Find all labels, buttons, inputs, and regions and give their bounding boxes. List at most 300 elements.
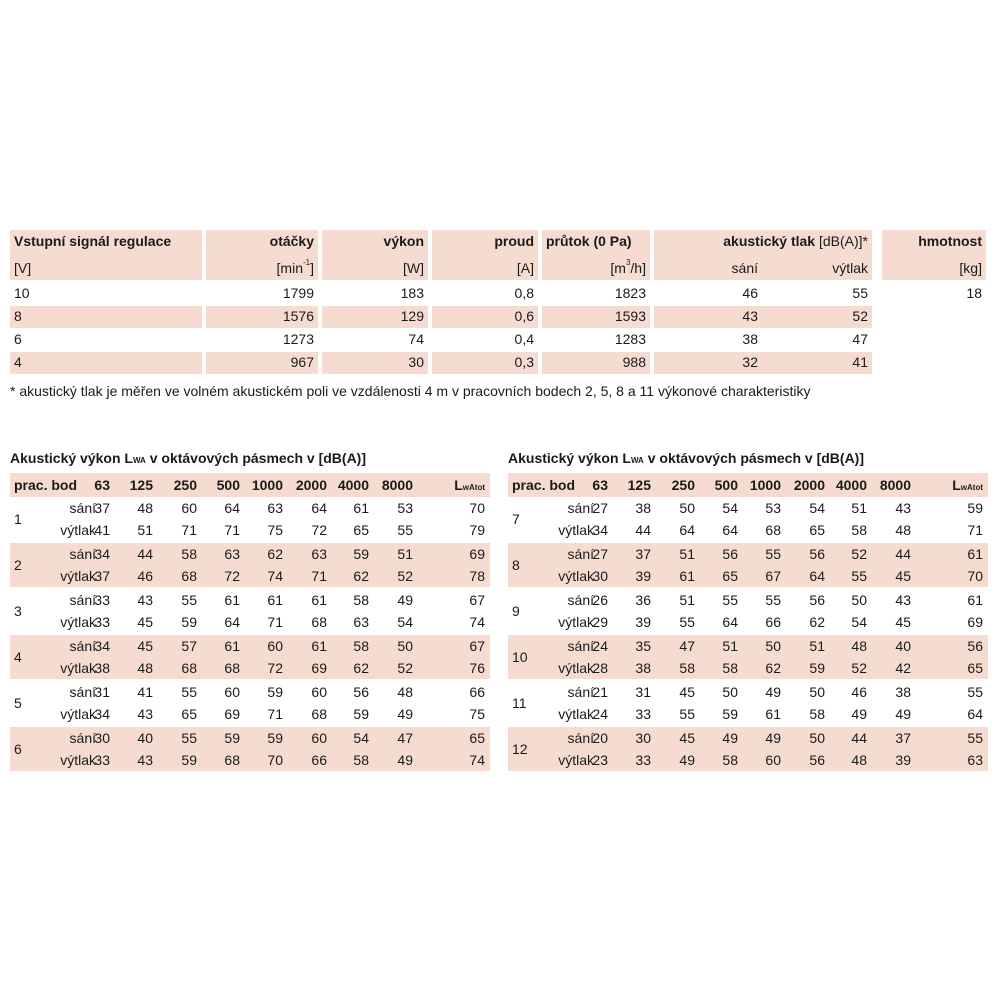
octave-title: Akustický výkon LWA v oktávových pásmech v [dB(A)] — [508, 450, 864, 466]
value-cell: 30 — [592, 568, 608, 584]
point-number: 1 — [14, 511, 22, 527]
value-cell: 30 — [94, 730, 110, 746]
value-cell: 29 — [592, 614, 608, 630]
value-cell: 64 — [722, 614, 738, 630]
value-cell: 65 — [722, 568, 738, 584]
value-cell: 58 — [353, 592, 369, 608]
value-cell: 61 — [311, 592, 327, 608]
value-cell: 37 — [94, 568, 110, 584]
value-cell: 74 — [469, 614, 485, 630]
row-label: sání — [69, 730, 96, 746]
unit-suction: sání — [731, 260, 758, 276]
value-cell: 66 — [311, 752, 327, 768]
value-cell: 58 — [679, 660, 695, 676]
header-band-500: 500 — [714, 477, 738, 493]
value-cell: 62 — [353, 568, 369, 584]
value-cell: 37 — [94, 500, 110, 516]
value-cell: 49 — [397, 752, 413, 768]
header-band-1000: 1000 — [251, 477, 283, 493]
cell-flow: 1283 — [614, 331, 646, 347]
value-cell: 70 — [469, 500, 485, 516]
row-label: sání — [567, 592, 594, 608]
cell-current: 0,8 — [514, 285, 534, 301]
value-cell: 45 — [895, 568, 911, 584]
value-cell: 74 — [267, 568, 283, 584]
value-cell: 63 — [267, 500, 283, 516]
cell-rpm: 1273 — [282, 331, 314, 347]
value-cell: 67 — [469, 592, 485, 608]
value-cell: 68 — [181, 568, 197, 584]
value-cell: 24 — [592, 638, 608, 654]
value-cell: 56 — [722, 546, 738, 562]
cell-flow: 1593 — [614, 308, 646, 324]
unit-mass: [kg] — [959, 260, 982, 276]
value-cell: 56 — [967, 638, 983, 654]
value-cell: 75 — [267, 522, 283, 538]
value-cell: 53 — [397, 500, 413, 516]
value-cell: 51 — [851, 500, 867, 516]
value-cell: 70 — [967, 568, 983, 584]
value-cell: 65 — [967, 660, 983, 676]
value-cell: 26 — [592, 592, 608, 608]
value-cell: 35 — [635, 638, 651, 654]
value-cell: 27 — [592, 500, 608, 516]
header-band-1000: 1000 — [749, 477, 781, 493]
cell-rpm: 967 — [290, 354, 314, 370]
value-cell: 64 — [224, 500, 240, 516]
value-cell: 59 — [722, 706, 738, 722]
value-cell: 48 — [895, 522, 911, 538]
value-cell: 34 — [94, 638, 110, 654]
row-label: výtlak — [60, 568, 96, 584]
cell-flow: 1823 — [614, 285, 646, 301]
row-label: sání — [567, 500, 594, 516]
value-cell: 55 — [765, 546, 781, 562]
header-band-250: 250 — [671, 477, 695, 493]
value-cell: 56 — [809, 752, 825, 768]
value-cell: 55 — [967, 684, 983, 700]
header-total: LwAtot — [454, 477, 485, 493]
row-label: výtlak — [60, 706, 96, 722]
value-cell: 31 — [635, 684, 651, 700]
header-point: prac. bod — [14, 477, 78, 493]
value-cell: 66 — [765, 614, 781, 630]
value-cell: 62 — [765, 660, 781, 676]
value-cell: 45 — [137, 614, 153, 630]
point-number: 11 — [512, 695, 527, 711]
value-cell: 54 — [851, 614, 867, 630]
value-cell: 61 — [311, 638, 327, 654]
value-cell: 62 — [267, 546, 283, 562]
row-label: výtlak — [558, 568, 594, 584]
value-cell: 34 — [94, 546, 110, 562]
value-cell: 59 — [267, 730, 283, 746]
row-label: výtlak — [558, 706, 594, 722]
value-cell: 28 — [592, 660, 608, 676]
value-cell: 47 — [397, 730, 413, 746]
value-cell: 59 — [224, 730, 240, 746]
value-cell: 51 — [137, 522, 153, 538]
row-label: sání — [69, 546, 96, 562]
value-cell: 61 — [967, 546, 983, 562]
unit-current: [A] — [516, 260, 534, 276]
value-cell: 69 — [224, 706, 240, 722]
value-cell: 24 — [592, 706, 608, 722]
value-cell: 43 — [137, 592, 153, 608]
value-cell: 60 — [311, 730, 327, 746]
value-cell: 50 — [722, 684, 738, 700]
value-cell: 75 — [469, 706, 485, 722]
value-cell: 44 — [895, 546, 911, 562]
value-cell: 71 — [311, 568, 327, 584]
value-cell: 44 — [635, 522, 651, 538]
value-cell: 78 — [469, 568, 485, 584]
value-cell: 68 — [224, 752, 240, 768]
value-cell: 45 — [679, 730, 695, 746]
row-label: výtlak — [558, 614, 594, 630]
point-number: 4 — [14, 649, 22, 665]
header-band-500: 500 — [216, 477, 240, 493]
value-cell: 55 — [181, 730, 197, 746]
header-rpm: otáčky — [269, 233, 314, 249]
value-cell: 46 — [137, 568, 153, 584]
value-cell: 56 — [809, 592, 825, 608]
row-label: výtlak — [60, 522, 96, 538]
value-cell: 51 — [722, 638, 738, 654]
point-number: 2 — [14, 557, 22, 573]
row-label: výtlak — [60, 752, 96, 768]
cell-current: 0,6 — [514, 308, 534, 324]
value-cell: 23 — [592, 752, 608, 768]
value-cell: 43 — [895, 592, 911, 608]
value-cell: 49 — [397, 592, 413, 608]
value-cell: 45 — [679, 684, 695, 700]
header-signal: Vstupní signál regulace — [14, 233, 172, 249]
value-cell: 57 — [181, 638, 197, 654]
value-cell: 63 — [353, 614, 369, 630]
row-label: sání — [567, 684, 594, 700]
value-cell: 30 — [635, 730, 651, 746]
value-cell: 64 — [311, 500, 327, 516]
value-cell: 62 — [353, 660, 369, 676]
value-cell: 65 — [181, 706, 197, 722]
value-cell: 37 — [635, 546, 651, 562]
header-band-8000: 8000 — [381, 477, 413, 493]
point-number: 12 — [512, 741, 528, 757]
header-power: výkon — [383, 233, 424, 249]
value-cell: 71 — [267, 706, 283, 722]
cell-rpm: 1576 — [282, 308, 314, 324]
cell-discharge: 47 — [852, 331, 868, 347]
value-cell: 60 — [267, 638, 283, 654]
value-cell: 76 — [469, 660, 485, 676]
value-cell: 38 — [94, 660, 110, 676]
header-current: proud — [494, 233, 534, 249]
value-cell: 65 — [353, 522, 369, 538]
header-band-2000: 2000 — [793, 477, 825, 493]
point-number: 6 — [14, 741, 22, 757]
value-cell: 49 — [765, 684, 781, 700]
value-cell: 27 — [592, 546, 608, 562]
value-cell: 43 — [137, 752, 153, 768]
point-number: 5 — [14, 695, 22, 711]
value-cell: 50 — [397, 638, 413, 654]
value-cell: 34 — [592, 522, 608, 538]
unit-power: [W] — [403, 260, 424, 276]
value-cell: 70 — [267, 752, 283, 768]
row-label: sání — [69, 592, 96, 608]
value-cell: 21 — [592, 684, 608, 700]
value-cell: 72 — [224, 568, 240, 584]
value-cell: 63 — [224, 546, 240, 562]
value-cell: 40 — [137, 730, 153, 746]
header-flow: průtok (0 Pa) — [546, 233, 632, 249]
value-cell: 65 — [809, 522, 825, 538]
value-cell: 55 — [851, 568, 867, 584]
value-cell: 45 — [895, 614, 911, 630]
cell-current: 0,3 — [514, 354, 534, 370]
value-cell: 71 — [267, 614, 283, 630]
value-cell: 51 — [809, 638, 825, 654]
cell-signal: 10 — [14, 285, 30, 301]
value-cell: 58 — [722, 660, 738, 676]
header-band-2000: 2000 — [295, 477, 327, 493]
value-cell: 39 — [895, 752, 911, 768]
value-cell: 58 — [809, 706, 825, 722]
header-mass: hmotnost — [918, 233, 982, 249]
value-cell: 41 — [94, 522, 110, 538]
value-cell: 63 — [967, 752, 983, 768]
value-cell: 56 — [353, 684, 369, 700]
header-total: LwAtot — [952, 477, 983, 493]
value-cell: 55 — [765, 592, 781, 608]
value-cell: 51 — [679, 592, 695, 608]
cell-rpm: 1799 — [282, 285, 314, 301]
value-cell: 66 — [469, 684, 485, 700]
value-cell: 68 — [311, 706, 327, 722]
value-cell: 39 — [635, 614, 651, 630]
value-cell: 50 — [851, 592, 867, 608]
header-point: prac. bod — [512, 477, 576, 493]
value-cell: 48 — [397, 684, 413, 700]
value-cell: 64 — [679, 522, 695, 538]
unit-discharge: výtlak — [832, 260, 868, 276]
value-cell: 55 — [397, 522, 413, 538]
value-cell: 33 — [635, 706, 651, 722]
value-cell: 72 — [311, 522, 327, 538]
value-cell: 71 — [967, 522, 983, 538]
value-cell: 71 — [181, 522, 197, 538]
value-cell: 61 — [224, 592, 240, 608]
value-cell: 49 — [679, 752, 695, 768]
value-cell: 56 — [809, 546, 825, 562]
value-cell: 64 — [722, 522, 738, 538]
value-cell: 54 — [353, 730, 369, 746]
value-cell: 71 — [224, 522, 240, 538]
cell-power: 74 — [408, 331, 424, 347]
value-cell: 48 — [851, 752, 867, 768]
cell-suction: 43 — [742, 308, 758, 324]
row-label: výtlak — [558, 752, 594, 768]
value-cell: 33 — [94, 752, 110, 768]
unit-rpm: $[\min^{-1}]$ — [276, 258, 314, 276]
value-cell: 69 — [967, 614, 983, 630]
cell-discharge: 41 — [852, 354, 868, 370]
cell-current: 0,4 — [514, 331, 534, 347]
value-cell: 53 — [765, 500, 781, 516]
value-cell: 51 — [679, 546, 695, 562]
value-cell: 48 — [137, 500, 153, 516]
value-cell: 49 — [722, 730, 738, 746]
cell-discharge: 52 — [852, 308, 868, 324]
value-cell: 33 — [635, 752, 651, 768]
point-number: 9 — [512, 603, 520, 619]
value-cell: 37 — [895, 730, 911, 746]
value-cell: 61 — [679, 568, 695, 584]
value-cell: 40 — [895, 638, 911, 654]
point-number: 7 — [512, 511, 520, 527]
value-cell: 52 — [851, 546, 867, 562]
value-cell: 63 — [311, 546, 327, 562]
value-cell: 79 — [469, 522, 485, 538]
value-cell: 34 — [94, 706, 110, 722]
row-label: sání — [567, 638, 594, 654]
value-cell: 60 — [181, 500, 197, 516]
value-cell: 61 — [765, 706, 781, 722]
value-cell: 54 — [397, 614, 413, 630]
cell-discharge: 55 — [852, 285, 868, 301]
value-cell: 49 — [765, 730, 781, 746]
cell-power: 129 — [400, 308, 424, 324]
value-cell: 39 — [635, 568, 651, 584]
value-cell: 38 — [635, 500, 651, 516]
value-cell: 55 — [679, 614, 695, 630]
value-cell: 60 — [765, 752, 781, 768]
value-cell: 33 — [94, 614, 110, 630]
value-cell: 58 — [353, 752, 369, 768]
value-cell: 69 — [311, 660, 327, 676]
value-cell: 45 — [137, 638, 153, 654]
value-cell: 31 — [94, 684, 110, 700]
cell-power: 183 — [400, 285, 424, 301]
value-cell: 61 — [267, 592, 283, 608]
value-cell: 42 — [895, 660, 911, 676]
value-cell: 58 — [353, 638, 369, 654]
row-label: sání — [69, 638, 96, 654]
value-cell: 51 — [397, 546, 413, 562]
row-label: sání — [69, 684, 96, 700]
value-cell: 36 — [635, 592, 651, 608]
value-cell: 55 — [722, 592, 738, 608]
value-cell: 33 — [94, 592, 110, 608]
value-cell: 67 — [765, 568, 781, 584]
value-cell: 54 — [722, 500, 738, 516]
value-cell: 59 — [967, 500, 983, 516]
header-band-4000: 4000 — [835, 477, 867, 493]
value-cell: 44 — [851, 730, 867, 746]
cell-signal: 6 — [14, 331, 22, 347]
value-cell: 74 — [469, 752, 485, 768]
value-cell: 52 — [851, 660, 867, 676]
value-cell: 41 — [137, 684, 153, 700]
row-label: výtlak — [558, 522, 594, 538]
value-cell: 69 — [469, 546, 485, 562]
value-cell: 64 — [224, 614, 240, 630]
cell-suction: 38 — [742, 331, 758, 347]
value-cell: 64 — [967, 706, 983, 722]
value-cell: 50 — [809, 684, 825, 700]
value-cell: 49 — [851, 706, 867, 722]
value-cell: 68 — [224, 660, 240, 676]
cell-mass: 18 — [966, 285, 982, 301]
header-band-63: 63 — [94, 477, 110, 493]
value-cell: 60 — [224, 684, 240, 700]
value-cell: 55 — [181, 592, 197, 608]
row-label: sání — [567, 546, 594, 562]
value-cell: 61 — [967, 592, 983, 608]
value-cell: 20 — [592, 730, 608, 746]
value-cell: 43 — [137, 706, 153, 722]
value-cell: 58 — [722, 752, 738, 768]
cell-flow: 988 — [622, 354, 646, 370]
cell-power: 30 — [408, 354, 424, 370]
value-cell: 47 — [679, 638, 695, 654]
cell-signal: 4 — [14, 354, 22, 370]
value-cell: 38 — [635, 660, 651, 676]
unit-signal: [V] — [14, 260, 32, 276]
value-cell: 59 — [809, 660, 825, 676]
row-label: sání — [69, 500, 96, 516]
row-label: sání — [567, 730, 594, 746]
point-number: 3 — [14, 603, 22, 619]
value-cell: 44 — [137, 546, 153, 562]
header-band-4000: 4000 — [337, 477, 369, 493]
value-cell: 55 — [679, 706, 695, 722]
value-cell: 55 — [967, 730, 983, 746]
value-cell: 59 — [181, 752, 197, 768]
header-band-8000: 8000 — [879, 477, 911, 493]
header-band-125: 125 — [627, 477, 651, 493]
value-cell: 46 — [851, 684, 867, 700]
value-cell: 61 — [224, 638, 240, 654]
value-cell: 49 — [397, 706, 413, 722]
value-cell: 59 — [353, 706, 369, 722]
value-cell: 48 — [851, 638, 867, 654]
value-cell: 62 — [809, 614, 825, 630]
value-cell: 68 — [181, 660, 197, 676]
point-number: 8 — [512, 557, 520, 573]
value-cell: 50 — [809, 730, 825, 746]
value-cell: 59 — [353, 546, 369, 562]
header-band-63: 63 — [592, 477, 608, 493]
value-cell: 60 — [311, 684, 327, 700]
row-label: výtlak — [60, 660, 96, 676]
value-cell: 52 — [397, 660, 413, 676]
value-cell: 48 — [137, 660, 153, 676]
header-noise: akustický tlak [dB(A)]* — [723, 233, 868, 249]
value-cell: 50 — [679, 500, 695, 516]
row-label: výtlak — [60, 614, 96, 630]
value-cell: 67 — [469, 638, 485, 654]
value-cell: 58 — [851, 522, 867, 538]
header-band-250: 250 — [173, 477, 197, 493]
cell-suction: 46 — [742, 285, 758, 301]
value-cell: 72 — [267, 660, 283, 676]
header-band-125: 125 — [129, 477, 153, 493]
octave-title: Akustický výkon LWA v oktávových pásmech v [dB(A)] — [10, 450, 366, 466]
value-cell: 61 — [353, 500, 369, 516]
cell-suction: 32 — [742, 354, 758, 370]
